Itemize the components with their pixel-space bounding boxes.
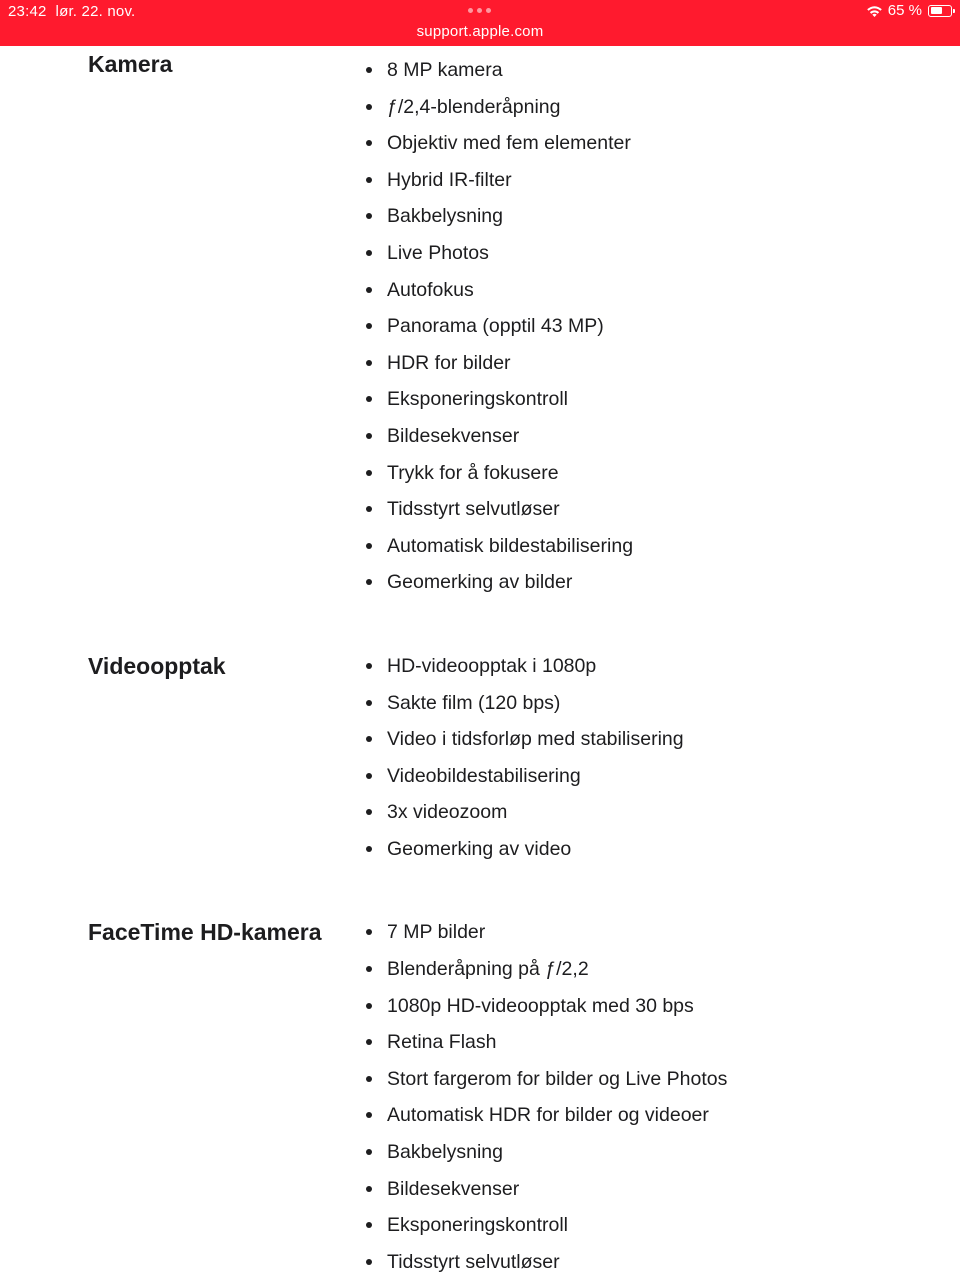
list-item: Geomerking av bilder xyxy=(387,564,960,601)
list-item: HDR for bilder xyxy=(387,345,960,382)
list-item: Panorama (opptil 43 MP) xyxy=(387,308,960,345)
list-item: Hybrid IR-filter xyxy=(387,162,960,199)
list-item: Videobildestabilisering xyxy=(387,758,960,795)
section-facetime-hd-kamera xyxy=(0,914,960,1280)
list-item: Tidsstyrt selvutløser xyxy=(387,491,960,528)
section-title: FaceTime HD-kamera xyxy=(88,919,322,946)
list-item: Geomerking av video xyxy=(387,831,960,868)
list-item: Bakbelysning xyxy=(387,1134,960,1171)
section-videoopptak xyxy=(0,648,960,868)
list-item: Autofokus xyxy=(387,272,960,309)
status-bar xyxy=(0,0,960,46)
status-time: 23:42 xyxy=(8,3,47,20)
status-date: lør. 22. nov. xyxy=(55,3,136,20)
section-kamera xyxy=(0,46,960,601)
list-item: Trykk for å fokusere xyxy=(387,455,960,492)
spec-list xyxy=(0,52,960,601)
section-title: Videoopptak xyxy=(88,652,226,679)
spec-content xyxy=(0,46,960,1280)
list-item: HD-videoopptak i 1080p xyxy=(387,648,960,685)
list-item: Retina Flash xyxy=(387,1024,960,1061)
list-item: Automatisk HDR for bilder og videoer xyxy=(387,1097,960,1134)
status-right xyxy=(866,2,952,19)
list-item: 7 MP bilder xyxy=(387,914,960,951)
list-item: Bildesekvenser xyxy=(387,418,960,455)
list-item: Sakte film (120 bps) xyxy=(387,685,960,722)
multitasking-dots-icon[interactable] xyxy=(468,8,491,13)
list-item: Eksponeringskontroll xyxy=(387,381,960,418)
list-item: 3x videozoom xyxy=(387,794,960,831)
battery-icon xyxy=(928,5,952,17)
list-item: Bildesekvenser xyxy=(387,1171,960,1208)
section-title: Kamera xyxy=(88,51,173,77)
list-item: Stort fargerom for bilder og Live Photos xyxy=(387,1061,960,1098)
list-item: Eksponeringskontroll xyxy=(387,1207,960,1244)
list-item: Objektiv med fem elementer xyxy=(387,125,960,162)
wifi-icon xyxy=(866,4,883,18)
list-item: Video i tidsforløp med stabilisering xyxy=(387,721,960,758)
list-item: Blenderåpning på ƒ/2,2 xyxy=(387,951,960,988)
list-item: ƒ/2,4-blenderåpning xyxy=(387,89,960,126)
list-item: Automatisk bildestabilisering xyxy=(387,528,960,565)
list-item: 8 MP kamera xyxy=(387,52,960,89)
spec-list xyxy=(0,914,960,1280)
list-item: 1080p HD-videoopptak med 30 bps xyxy=(387,988,960,1025)
address-url[interactable]: support.apple.com xyxy=(416,23,544,40)
battery-percent: 65 % xyxy=(887,2,922,19)
list-item: Bakbelysning xyxy=(387,198,960,235)
list-item: Live Photos xyxy=(387,235,960,272)
battery-level xyxy=(931,7,943,14)
list-item: Tidsstyrt selvutløser xyxy=(387,1244,960,1280)
status-left xyxy=(8,3,144,20)
